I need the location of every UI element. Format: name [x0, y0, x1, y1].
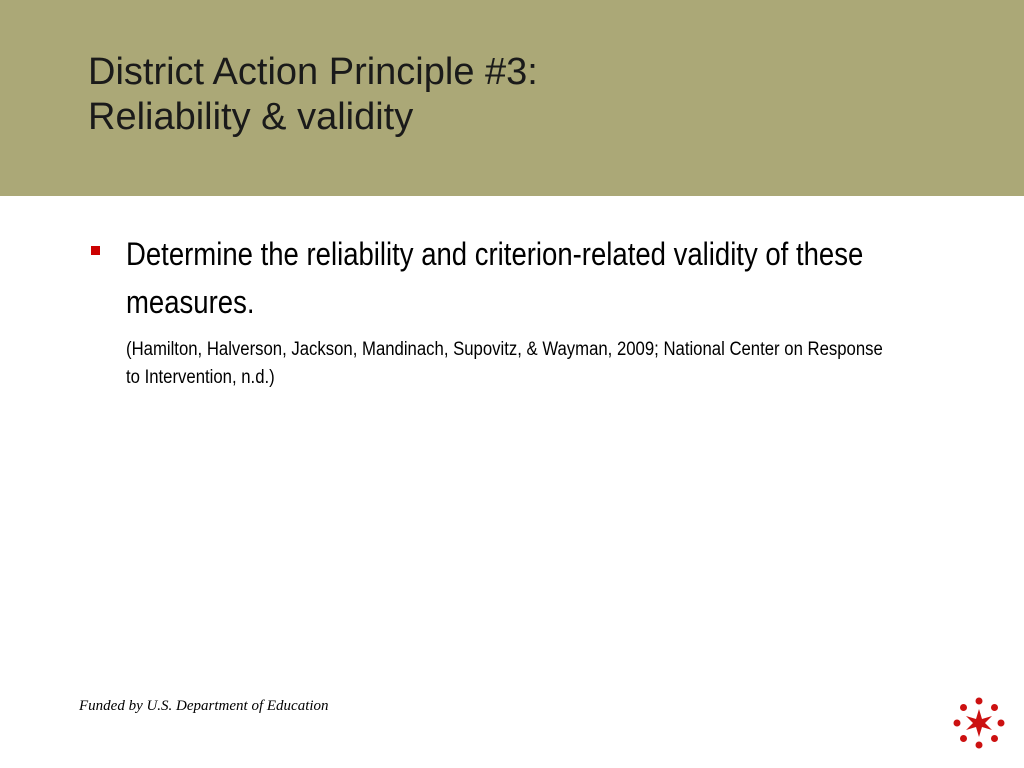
- citation-text: (Hamilton, Halverson, Jackson, Mandinach, Supovitz, & Wayman, 2009; National Center on Response to Intervention, n.d.): [126, 339, 883, 388]
- slide-title-line-1: District Action Principle #3:: [88, 51, 538, 93]
- citation: [88, 336, 928, 392]
- bullet-text: Determine the reliability and criterion-related validity of these measures.: [126, 236, 864, 320]
- slide-title: [88, 50, 538, 140]
- footer-funding-note: Funded by U.S. Department of Education: [79, 698, 329, 714]
- square-bullet-icon: [91, 246, 100, 255]
- slide-body: [88, 230, 928, 392]
- bullet-item: [88, 230, 928, 326]
- slide-title-line-2: Reliability & validity: [88, 96, 414, 138]
- starburst-logo-icon: [953, 697, 1005, 749]
